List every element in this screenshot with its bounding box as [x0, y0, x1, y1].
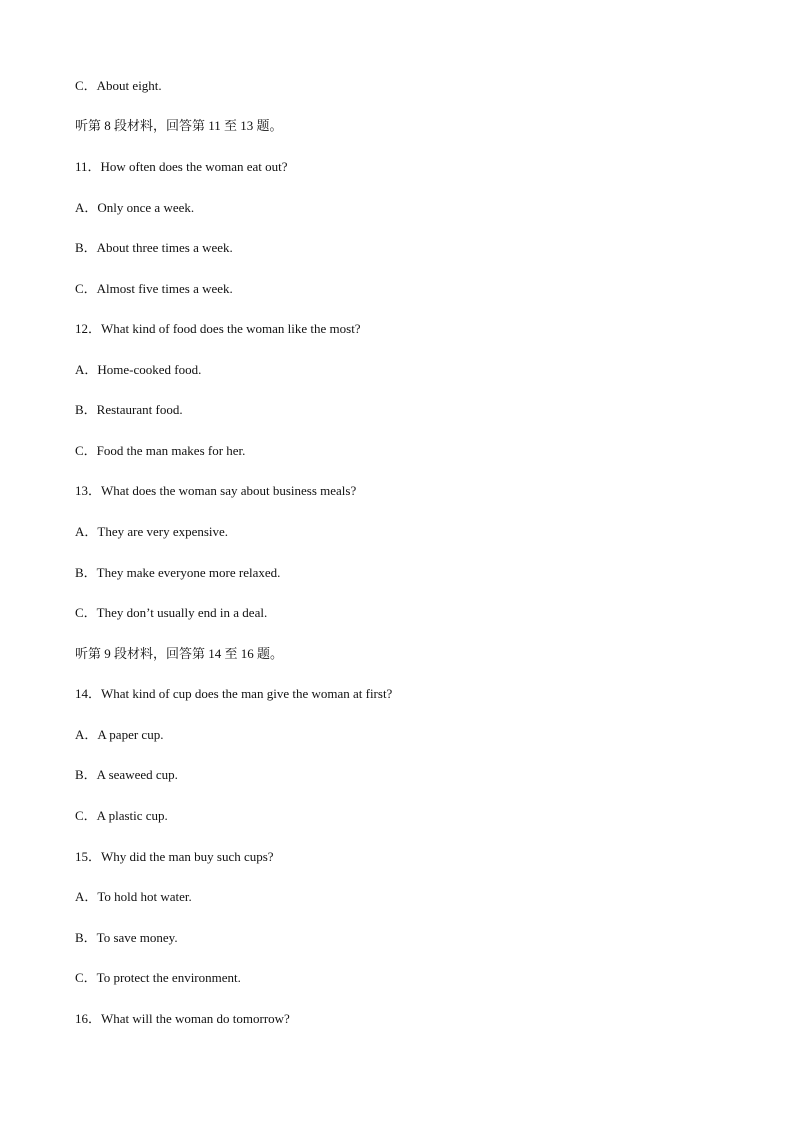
question-12: 12．What kind of food does the woman like the most? — [75, 321, 361, 336]
option-a-q11: A．Only once a week. — [75, 200, 195, 215]
option-c-q13: C．They don’t usually end in a deal. — [75, 605, 268, 620]
option-c-q15: C．To protect the environment. — [75, 970, 241, 985]
question-16: 16．What will the woman do tomorrow? — [75, 1011, 290, 1026]
question-13: 13．What does the woman say about business meals? — [75, 483, 357, 498]
question-14: 14．What kind of cup does the man give the woman at first? — [75, 686, 393, 701]
question-15: 15．Why did the man buy such cups? — [75, 849, 274, 864]
option-a-q14: A．A paper cup. — [75, 727, 164, 742]
question-11: 11．How often does the woman eat out? — [75, 159, 288, 174]
option-c-q10: C．About eight. — [75, 78, 162, 93]
section-heading-8: 听第 8 段材料，回答第 11 至 13 题。 — [75, 118, 283, 133]
option-b-q12: B．Restaurant food. — [75, 402, 183, 417]
option-a-q12: A．Home-cooked food. — [75, 362, 202, 377]
option-a-q15: A．To hold hot water. — [75, 889, 192, 904]
option-b-q14: B．A seaweed cup. — [75, 767, 178, 782]
option-c-q11: C．Almost five times a week. — [75, 281, 233, 296]
option-b-q11: B．About three times a week. — [75, 240, 233, 255]
option-a-q13: A．They are very expensive. — [75, 524, 229, 539]
option-c-q14: C．A plastic cup. — [75, 808, 168, 823]
option-b-q13: B．They make everyone more relaxed. — [75, 565, 281, 580]
option-c-q12: C．Food the man makes for her. — [75, 443, 246, 458]
option-b-q15: B．To save money. — [75, 930, 178, 945]
section-heading-9: 听第 9 段材料，回答第 14 至 16 题。 — [75, 646, 284, 661]
